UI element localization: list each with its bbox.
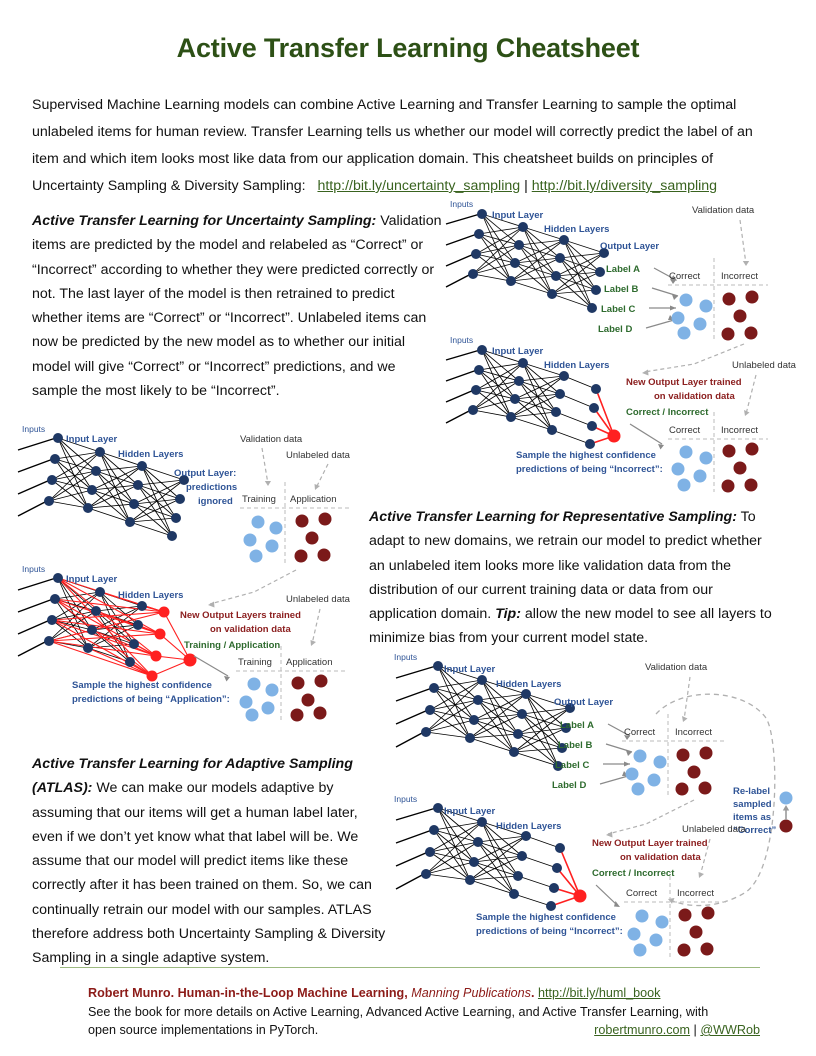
- new-output-layer-line1: New Output Layer trained: [626, 377, 742, 388]
- footer-author: Robert Munro: [88, 986, 171, 1000]
- footer-book-title: Human-in-the-Loop Machine Learning: [177, 986, 405, 1000]
- quadrant-correct-bottom: Correct: [669, 425, 701, 436]
- label-class-c-top: Label C: [601, 304, 636, 315]
- new-output-node-label: Correct / Incorrect: [626, 407, 709, 418]
- atlas-quadrant-incorrect-bottom: Incorrect: [677, 888, 714, 899]
- atlas-label-hidden-layers-top: Hidden Layers: [496, 679, 562, 690]
- label-class-a-top: Label A: [606, 264, 640, 275]
- atlas-bottom-network: [396, 803, 587, 911]
- atlas-new-output-line2: on validation data: [620, 852, 701, 863]
- rep-label-inputs-bottom: Inputs: [22, 564, 46, 574]
- intro-text: Supervised Machine Learning models can combine Active Learning and Transfer Learning to sample the optimal unlabeled items for human review. Transfer Learning tells us whether our model will correctly predict the label of an item and which item looks most like data from our application domain. This cheatsheet builds on principles of Uncertainty Sampling & Diversity Sampling:: [32, 97, 753, 194]
- atlas-top-network: [396, 661, 575, 771]
- section-representative-text: [369, 505, 777, 651]
- rep-label-validation-data: Validation data: [240, 434, 303, 445]
- rep-sample-line2: predictions of being “Application”:: [72, 694, 230, 705]
- footer-divider: [60, 967, 760, 968]
- atlas-quadrant-bottom: [624, 876, 726, 958]
- rep-label-input-layer-bottom: Input Layer: [66, 574, 118, 585]
- section-uncertainty-body: Validation items are predicted by the model and relabeled as “Correct” or “Incorrect” according to whether they were predicted correctly or not. The last layer of the model is then retrained to predict whether items are “Correct” or “Incorrect”. Unlabeled items can now be predicted by the new model as to whether our initial model will give “Correct” or “Incorrect” predictions, and we sample the most likely to be “Incorrect”.: [32, 213, 442, 400]
- label-output-layer-top: Output Layer: [600, 241, 660, 252]
- intro-paragraph: [32, 92, 780, 200]
- sample-text-line1-uncertainty: Sample the highest confidence: [516, 450, 656, 461]
- tip-label: Tip:: [495, 606, 521, 623]
- rep-quadrant-top: [240, 482, 352, 564]
- new-output-node: [608, 430, 621, 443]
- atlas-quadrant-correct-top: Correct: [624, 727, 656, 738]
- rep-label-unlabeled-data-top: Unlabeled data: [286, 450, 350, 461]
- rep-label-inputs-top: Inputs: [22, 424, 46, 434]
- rep-quadrant-application-bottom: Application: [286, 657, 333, 668]
- atlas-label-hidden-layers-bottom: Hidden Layers: [496, 821, 562, 832]
- diagram-uncertainty-sampling: [444, 196, 816, 496]
- atlas-sample-line1: Sample the highest confidence: [476, 912, 616, 923]
- label-input-layer-top: Input Layer: [492, 210, 544, 221]
- atlas-quadrant-correct-bottom: Correct: [626, 888, 658, 899]
- section-representative-body-2: allow the new model to see all layers to minimize bias from your current model state.: [369, 606, 772, 647]
- atlas-label-unlabeled-data: Unlabeled data: [682, 824, 746, 835]
- quadrant-incorrect-top: Incorrect: [721, 271, 758, 282]
- label-class-b-top: Label B: [604, 284, 639, 295]
- rep-label-hidden-layers-top: Hidden Layers: [118, 449, 184, 460]
- dots-incorrect-top: [722, 291, 759, 341]
- atlas-relabel-line4: “Correct”: [733, 825, 777, 836]
- section-uncertainty-heading: Active Transfer Learning for Uncertainty Sampling:: [32, 213, 377, 229]
- atlas-quadrant-top: [622, 714, 724, 798]
- footer: [88, 984, 768, 1040]
- label-inputs-bottom: Inputs: [450, 335, 474, 345]
- rep-sample-line1: Sample the highest confidence: [72, 680, 212, 691]
- label-unlabeled-data-bottom: Unlabeled data: [732, 360, 796, 371]
- atlas-sample-line2: predictions of being “Incorrect”:: [476, 926, 623, 937]
- atlas-label-class-c: Label C: [555, 760, 590, 771]
- new-output-layer-line2: on validation data: [654, 391, 735, 402]
- atlas-relabel-line1: Re-label: [733, 786, 770, 797]
- atlas-label-output-layer-top: Output Layer: [554, 697, 614, 708]
- atlas-new-output-line1: New Output Layer trained: [592, 838, 708, 849]
- rep-output-layer-line2: predictions: [186, 482, 238, 493]
- rep-output-layer-line3: ignored: [198, 496, 233, 507]
- footer-publisher: Manning Publications: [411, 986, 531, 1000]
- section-atlas-text: [32, 752, 389, 971]
- rep-new-output-line1: New Output Layers trained: [180, 610, 301, 621]
- atlas-relabel-line2: sampled: [733, 799, 772, 810]
- quadrant-correct-top: Correct: [669, 271, 701, 282]
- atlas-relabel-dot-red: [780, 820, 793, 833]
- footer-twitter-handle[interactable]: @WWRob: [700, 1023, 760, 1037]
- rep-new-output-line2: on validation data: [210, 624, 291, 635]
- atlas-label-class-a: Label A: [560, 720, 594, 731]
- rep-new-output-node-label: Training / Application: [184, 640, 281, 651]
- atlas-relabel-dot-blue: [780, 792, 793, 805]
- footer-separator: |: [693, 1023, 697, 1037]
- page-title: Active Transfer Learning Cheatsheet: [176, 33, 640, 63]
- atlas-label-inputs-top: Inputs: [394, 652, 418, 662]
- atlas-relabel-line3: items as: [733, 812, 772, 823]
- footer-description-line-2: open source implementations in PyTorch.: [88, 1023, 319, 1037]
- section-atlas-heading-2: (ATLAS):: [32, 780, 93, 797]
- section-atlas-heading-1: Active Transfer Learning for Adaptive Sampling: [32, 756, 353, 772]
- uncertainty-sampling-link[interactable]: http://bit.ly/uncertainty_sampling: [317, 178, 521, 194]
- section-atlas-body: We can make our models adaptive by assuming that our items will get a human label later, even if we don’t yet know what that label will be. We assume that our model will predict items like these correctly after it has been trained on them. So, we can continually retrain our model with our samples. ATLAS therefore address both Uncertainty Sampling & Diversity Sampling in a single adaptive system.: [32, 780, 386, 967]
- label-validation-data-top: Validation data: [692, 205, 755, 216]
- validation-data-pointer-top: [740, 220, 746, 264]
- atlas-new-output-node: [574, 890, 587, 903]
- label-hidden-layers-top: Hidden Layers: [544, 224, 610, 235]
- atlas-label-input-layer-top: Input Layer: [444, 664, 496, 675]
- atlas-quadrant-incorrect-top: Incorrect: [675, 727, 712, 738]
- quadrant-top: [668, 258, 768, 341]
- diagram-atlas: [394, 648, 816, 960]
- rep-quadrant-training-top: Training: [242, 494, 276, 505]
- rep-quadrant-training-bottom: Training: [238, 657, 272, 668]
- dots-correct-top: [672, 294, 713, 340]
- quadrant-bottom: [668, 412, 768, 493]
- atlas-new-output-node-label: Correct / Incorrect: [592, 868, 675, 879]
- sample-text-line2-uncertainty: predictions of being “Incorrect”:: [516, 464, 663, 475]
- label-inputs-top: Inputs: [450, 199, 474, 209]
- rep-label-hidden-layers-bottom: Hidden Layers: [118, 590, 184, 601]
- top-to-bottom-connector: [644, 344, 744, 372]
- section-representative-body-1: To adapt to new domains, we retrain our model to predict whether an unlabeled item looks more like validation data from the distribution of our current training data or data from our application domain.: [369, 509, 762, 623]
- link-separator: |: [524, 178, 528, 194]
- rep-output-layer-line1: Output Layer:: [174, 468, 237, 479]
- rep-label-unlabeled-data-bottom: Unlabeled data: [286, 594, 350, 605]
- section-representative-heading: Active Transfer Learning for Representative Sampling:: [369, 509, 737, 525]
- label-hidden-layers-bottom: Hidden Layers: [544, 360, 610, 371]
- footer-citation-line: Robert Munro. Human-in-the-Loop Machine Learning, Manning Publications. http://bit.ly/huml_book: [88, 986, 661, 1000]
- quadrant-incorrect-bottom: Incorrect: [721, 425, 758, 436]
- label-class-d-top: Label D: [598, 324, 633, 335]
- footer-book-link[interactable]: http://bit.ly/huml_book: [537, 986, 661, 1000]
- atlas-label-validation-data: Validation data: [645, 662, 708, 673]
- section-uncertainty-text: [32, 209, 442, 403]
- atlas-label-inputs-bottom: Inputs: [394, 794, 418, 804]
- unlabeled-data-pointer-bottom: [746, 375, 756, 414]
- rep-quadrant-application-top: Application: [290, 494, 337, 505]
- rep-top-bottom-connector: [210, 570, 296, 604]
- diagram-representative-sampling: [14, 412, 374, 722]
- atlas-label-class-b: Label B: [558, 740, 593, 751]
- rep-label-input-layer-top: Input Layer: [66, 434, 118, 445]
- atlas-label-input-layer-bottom: Input Layer: [444, 806, 496, 817]
- diversity-sampling-link[interactable]: http://bit.ly/diversity_sampling: [531, 178, 718, 194]
- label-input-layer-bottom: Input Layer: [492, 346, 544, 357]
- rep-quadrant-bottom: [236, 646, 348, 722]
- footer-site-link[interactable]: robertmunro.com: [594, 1023, 691, 1037]
- footer-description-line-1: See the book for more details on Active Learning, Advanced Active Learning, and Active Transfer Learning, with: [88, 1004, 709, 1019]
- atlas-label-class-d: Label D: [552, 780, 587, 791]
